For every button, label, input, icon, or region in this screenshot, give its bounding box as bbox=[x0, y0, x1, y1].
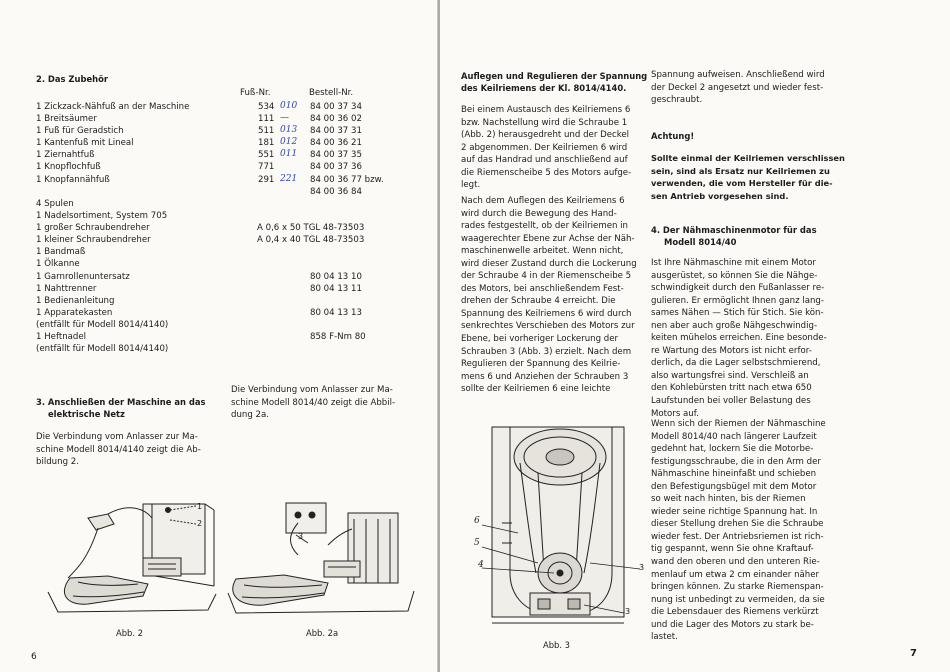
accessory-name: 1 Fuß für Geradstich bbox=[36, 126, 124, 137]
figure-2a-label-3: 3 bbox=[298, 532, 304, 541]
belt-paragraph-2 bbox=[461, 195, 640, 396]
text-line: bildung 2. bbox=[36, 457, 79, 468]
accessory-reference: 80 04 13 13 bbox=[310, 307, 362, 318]
belt-heading-1: Auflegen und Regulieren der Spannung bbox=[461, 71, 648, 81]
text-line: die Riemenscheibe 5 des Motors aufge- bbox=[461, 167, 632, 178]
text-line: bringen können. Zu starke Riemenspan- bbox=[651, 582, 824, 593]
text-line: dung 2a. bbox=[231, 410, 270, 421]
section-2-heading: 2. Das Zubehör bbox=[36, 74, 108, 84]
text-line: wird dieser Zustand durch die Lockerung bbox=[461, 258, 637, 269]
text-line: verwenden, die vom Hersteller für die- bbox=[651, 178, 833, 189]
text-line: maschinenwelle arbeitet. Wenn nicht, bbox=[461, 246, 624, 257]
accessory-row bbox=[36, 101, 436, 113]
text-line: die Lebensdauer des Riemens verkürzt bbox=[651, 607, 819, 618]
text-line: den Befestigungsbügel mit dem Motor bbox=[651, 481, 817, 492]
handwritten-note: 010 bbox=[280, 101, 298, 111]
text-line: so weit nach hinten, bis der Riemen bbox=[651, 494, 806, 505]
accessory-row bbox=[36, 210, 436, 222]
text-line: sen Antrieb vorgesehen sind. bbox=[651, 190, 789, 201]
section-4-heading-1: 4. Der Nähmaschinenmotor für das bbox=[651, 225, 817, 235]
page-number-left: 6 bbox=[31, 652, 37, 662]
accessory-row bbox=[36, 186, 436, 198]
accessory-name: 4 Spulen bbox=[36, 199, 74, 209]
order-number: 84 00 37 34 bbox=[310, 102, 362, 112]
text-line: Modell 8014/40 nach längerer Laufzeit bbox=[651, 431, 817, 442]
accessory-name: 1 Nadelsortiment, System 705 bbox=[36, 211, 168, 222]
text-line: derlich, da die Lager selbstschmierend, bbox=[651, 358, 821, 369]
text-line: Laufstunden bei voller Belastung des bbox=[651, 396, 811, 407]
figure-abb-3-caption: Abb. 3 bbox=[543, 640, 571, 650]
accessory-name: 1 Heftnadel bbox=[36, 332, 87, 343]
text-line: auf das Handrad und anschließend auf bbox=[461, 155, 628, 166]
accessory-row bbox=[36, 234, 436, 246]
accessory-reference: 858 F-Nm 80 bbox=[310, 332, 366, 343]
foot-number: 291 bbox=[258, 174, 275, 185]
text-line: geschraubt. bbox=[651, 95, 703, 106]
accessory-name: 1 Knopflochfuß bbox=[36, 162, 101, 173]
text-line: (Abb. 2) herausgedreht und der Deckel bbox=[461, 130, 630, 141]
accessory-row bbox=[36, 174, 436, 186]
accessory-row bbox=[36, 343, 436, 355]
text-line: wieder fest. Der Antriebsriemen ist rich- bbox=[651, 531, 824, 542]
figure-2-label-2: 2 bbox=[197, 519, 203, 528]
text-line: wieder seine richtige Spannung hat. In bbox=[651, 506, 818, 517]
section-4-heading-2: Modell 8014/40 bbox=[664, 237, 737, 247]
text-line: sein, sind als Ersatz nur Keilriemen zu bbox=[651, 165, 830, 176]
accessory-row bbox=[36, 258, 436, 270]
figure-3-label-3-lower: 3 bbox=[625, 607, 631, 616]
foot-number: 771 bbox=[258, 162, 275, 173]
accessory-name: 1 Zickzack-Nähfuß an der Maschine bbox=[36, 102, 190, 112]
accessory-row bbox=[36, 149, 436, 161]
accessory-row bbox=[36, 246, 436, 258]
section-3-heading-2: elektrische Netz bbox=[48, 409, 125, 419]
accessory-name: 1 Nahttrenner bbox=[36, 283, 97, 294]
accessory-name: 1 Ölkanne bbox=[36, 259, 80, 270]
achtung-text bbox=[651, 152, 845, 202]
text-line: Ist Ihre Nähmaschine mit einem Motor bbox=[651, 258, 816, 268]
text-line: waagerechter Ebene zur Achse der Näh- bbox=[461, 233, 635, 244]
text-line: Schrauben 3 (Abb. 3) erzielt. Nach dem bbox=[461, 346, 632, 357]
col-header-order-no: Bestell-Nr. bbox=[309, 88, 354, 98]
text-line: keiten mühelos erreichen. Eine besonde- bbox=[651, 333, 827, 344]
foot-number: 551 bbox=[258, 150, 275, 161]
figure-3-label-5: 5 bbox=[474, 538, 480, 548]
accessory-row bbox=[36, 198, 436, 210]
accessory-name: 1 Apparatekasten bbox=[36, 307, 113, 318]
text-line: und die Lager des Motors zu stark be- bbox=[651, 619, 814, 630]
accessory-row bbox=[36, 295, 436, 307]
accessory-row bbox=[36, 125, 436, 137]
figure-2-label-1: 1 bbox=[197, 502, 203, 511]
accessory-list-feet bbox=[36, 101, 436, 198]
accessory-name: (entfällt für Modell 8014/4140) bbox=[36, 344, 169, 355]
accessory-list-other bbox=[36, 198, 436, 355]
text-line: nen aber auch große Nähgeschwindig- bbox=[651, 320, 818, 331]
text-line: also wartungsfrei sind. Verschleiß an bbox=[651, 370, 809, 381]
order-number: 84 00 36 21 bbox=[310, 138, 362, 149]
text-line: wand den oberen und den unteren Rie- bbox=[651, 557, 820, 568]
accessory-row bbox=[36, 319, 436, 331]
text-line: Regulieren der Spannung des Keilrie- bbox=[461, 359, 621, 370]
text-line: sollte der Keilriemen 6 eine leichte bbox=[461, 384, 611, 395]
text-line: mens 6 und Anziehen der Schrauben 3 bbox=[461, 371, 629, 382]
order-number: 84 00 36 77 bzw. bbox=[310, 174, 384, 185]
text-line: rades festgestellt, ob der Keilriemen in bbox=[461, 221, 628, 232]
text-line: Nähmaschine hineinfaßt und schieben bbox=[651, 469, 817, 480]
section-4-paragraph-1 bbox=[651, 257, 831, 420]
order-number: 84 00 37 35 bbox=[310, 150, 362, 161]
text-line: gedehnt hat, lockern Sie die Motorbe- bbox=[651, 444, 814, 455]
text-line: Motors auf. bbox=[651, 408, 699, 419]
text-line: Nach dem Auflegen des Keilriemens 6 bbox=[461, 196, 625, 206]
accessory-name: 1 kleiner Schraubendreher bbox=[36, 235, 151, 246]
section-3-heading-1: 3. Anschließen der Maschine an das bbox=[36, 397, 206, 407]
accessory-name: 1 Bandmaß bbox=[36, 247, 86, 258]
accessory-reference: A 0,6 x 50 TGL 48-73503 bbox=[257, 223, 365, 234]
accessory-reference: 80 04 13 10 bbox=[310, 271, 362, 282]
belt-heading-2: des Keilriemens der Kl. 8014/4140. bbox=[461, 83, 627, 93]
text-line: gulieren. Er ermöglicht Ihnen ganz lang- bbox=[651, 295, 824, 306]
text-line: der Deckel 2 angesetzt und wieder fest- bbox=[651, 82, 824, 93]
handwritten-note: 012 bbox=[280, 137, 298, 148]
text-line: nung ist unbedingt zu vermeiden, da sie bbox=[651, 594, 825, 605]
section-3-text-2 bbox=[36, 431, 214, 469]
accessory-row bbox=[36, 222, 436, 234]
text-line: lastet. bbox=[651, 632, 678, 643]
accessory-reference: 80 04 13 11 bbox=[310, 283, 362, 294]
text-line: bzw. Nachstellung wird die Schraube 1 bbox=[461, 117, 628, 128]
foot-number: 181 bbox=[258, 138, 275, 149]
figure-3-label-4: 4 bbox=[478, 560, 484, 570]
accessory-name: 1 Knopfannähfuß bbox=[36, 174, 110, 185]
text-line: festigungsschraube, die in den Arm der bbox=[651, 456, 821, 467]
figure-abb-2-illustration bbox=[48, 498, 218, 628]
accessory-name: 1 Breitsäumer bbox=[36, 114, 97, 125]
text-line: Die Verbindung vom Anlasser zur Ma- bbox=[36, 432, 198, 442]
handwritten-note: — bbox=[280, 113, 289, 124]
handwritten-note: 221 bbox=[280, 173, 298, 184]
order-number: 84 00 37 31 bbox=[310, 126, 362, 137]
text-line: senkrechtes Verschieben des Motors zur bbox=[461, 321, 635, 332]
figure-3-label-3-upper: 3 bbox=[639, 563, 645, 572]
text-line: 2 abgenommen. Der Keilriemen 6 wird bbox=[461, 142, 628, 153]
figure-abb-2a-illustration bbox=[228, 495, 418, 625]
text-line: Spannung des Keilriemens 6 wird durch bbox=[461, 308, 632, 319]
accessory-name: 1 Ziernahtfuß bbox=[36, 150, 95, 161]
foot-number: 111 bbox=[258, 114, 275, 125]
page-number-right: 7 bbox=[910, 648, 917, 659]
text-line: schine Modell 8014/40 zeigt die Abbil- bbox=[231, 397, 396, 408]
figure-3-label-6: 6 bbox=[474, 516, 480, 526]
text-line: drehen der Schraube 4 erreicht. Die bbox=[461, 296, 616, 307]
handwritten-note: 011 bbox=[280, 149, 298, 160]
text-line: legt. bbox=[461, 180, 481, 191]
text-line: sames Nähen — Stich für Stich. Sie kön- bbox=[651, 308, 824, 319]
accessory-row bbox=[36, 271, 436, 283]
text-line: Sollte einmal der Keilriemen verschlissen bbox=[651, 153, 845, 163]
text-line: wird durch die Bewegung des Hand- bbox=[461, 208, 617, 219]
figure-abb-3-illustration bbox=[472, 423, 645, 638]
accessory-row bbox=[36, 113, 436, 125]
foot-number: 511 bbox=[258, 126, 275, 137]
text-line: der Schraube 4 in der Riemenscheibe 5 bbox=[461, 271, 632, 282]
figure-abb-2a-caption: Abb. 2a bbox=[306, 628, 339, 638]
text-line: Die Verbindung vom Anlasser zur Ma- bbox=[231, 385, 393, 395]
accessory-row bbox=[36, 161, 436, 173]
accessory-row bbox=[36, 307, 436, 319]
text-line: schwindigkeit durch den Fußanlasser re- bbox=[651, 283, 825, 294]
handwritten-note: 013 bbox=[280, 125, 298, 136]
belt-paragraph-1 bbox=[461, 104, 640, 192]
accessory-name: (entfällt für Modell 8014/4140) bbox=[36, 319, 169, 330]
text-line: Ebene, bei vorheriger Lockerung der bbox=[461, 334, 619, 345]
text-line: des Motors, bei anschließendem Fest- bbox=[461, 283, 624, 294]
text-line: schine Modell 8014/4140 zeigt die Ab- bbox=[36, 444, 201, 455]
accessory-row bbox=[36, 283, 436, 295]
order-number: 84 00 36 02 bbox=[310, 114, 362, 125]
order-number: 84 00 37 36 bbox=[310, 162, 362, 173]
text-line: den Kohlebürsten tritt nach etwa 650 bbox=[651, 383, 812, 394]
foot-number: 534 bbox=[258, 102, 275, 112]
text-line: ausgerüstet, so können Sie die Nähge- bbox=[651, 270, 818, 281]
accessory-name: 1 Bedienanleitung bbox=[36, 295, 115, 306]
text-line: re Wartung des Motors ist nicht erfor- bbox=[651, 345, 812, 356]
accessory-name: 1 Garnrollenuntersatz bbox=[36, 271, 130, 282]
section-3-text-2a bbox=[231, 384, 411, 422]
text-line: dieser Stellung drehen Sie die Schraube bbox=[651, 519, 824, 530]
accessory-row bbox=[36, 137, 436, 149]
belt-paragraph-continued bbox=[651, 69, 829, 107]
accessory-name: 1 Kantenfuß mit Lineal bbox=[36, 138, 134, 149]
text-line: Spannung aufweisen. Anschließend wird bbox=[651, 70, 825, 80]
section-4-paragraph-2 bbox=[651, 418, 831, 644]
accessory-reference: A 0,4 x 40 TGL 48-73503 bbox=[257, 235, 365, 246]
achtung-heading: Achtung! bbox=[651, 131, 695, 141]
text-line: tig gespannt, wenn Sie ohne Kraftauf- bbox=[651, 544, 814, 555]
order-number: 84 00 36 84 bbox=[310, 186, 362, 197]
text-line: menlauf um etwa 2 cm einander näher bbox=[651, 569, 820, 580]
text-line: Bei einem Austausch des Keilriemens 6 bbox=[461, 105, 631, 115]
col-header-foot-no: Fuß-Nr. bbox=[240, 88, 271, 98]
accessory-row bbox=[36, 331, 436, 343]
accessory-name: 1 großer Schraubendreher bbox=[36, 223, 150, 234]
figure-abb-2-caption: Abb. 2 bbox=[116, 628, 144, 638]
text-line: Wenn sich der Riemen der Nähmaschine bbox=[651, 419, 826, 429]
